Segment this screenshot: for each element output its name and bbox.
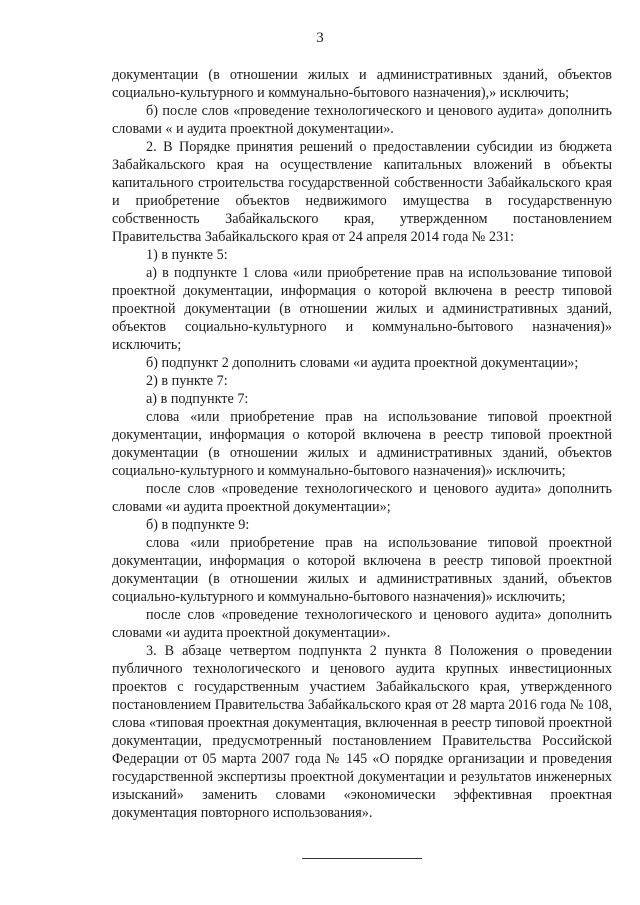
paragraph: 1) в пункте 5: bbox=[146, 247, 228, 263]
paragraph: после слов «проведение технологического и ценового аудита» дополнить словами «и аудита проектной документации». bbox=[112, 607, 612, 641]
paragraph: 3. В абзаце четвертом подпункта 2 пункта 8 Положения о проведении публичного технологического и ценового аудита крупных инвестиционных проектов с государственным участием Забайкальского края, утвержденного постановлением Правительства Забайкальского края от 28 марта 2016 года № 108, слова «типовая проектная документация, включенная в реестр типовой проектной документации, предусмотренный постановлением Правительства Российской Федерации от 05 марта 2007 года № 145 «О порядке организации и проведения государственной экспертизы проектной документации и результатов инженерных изысканий» заменить словами «экономически эффективная проектная документация повторного использования». bbox=[112, 643, 612, 821]
paragraph: слова «или приобретение прав на использование типовой проектной документации, информация о которой включена в реестр типовой проектной документации (в отношении жилых и административных зданий, объектов социально-культурного и коммунально-бытового назначения)» исключить; bbox=[112, 535, 612, 605]
page-number: 3 bbox=[316, 30, 324, 46]
paragraph: после слов «проведение технологического и ценового аудита» дополнить словами «и аудита проектной документации»; bbox=[112, 481, 612, 515]
paragraph: б) подпункт 2 дополнить словами «и аудита проектной документации»; bbox=[146, 355, 579, 371]
paragraph: б) после слов «проведение технологического и ценового аудита» дополнить словами « и аудита проектной документации». bbox=[112, 103, 612, 137]
paragraph: слова «или приобретение прав на использование типовой проектной документации, информация о которой включена в реестр типовой проектной документации (в отношении жилых и административных зданий, объектов социально-культурного и коммунально-бытового назначения)» исключить; bbox=[112, 409, 612, 479]
footer-divider bbox=[302, 858, 422, 859]
paragraph: а) в подпункте 1 слова «или приобретение прав на использование типовой проектной документации, информация о которой включена в реестр типовой проектной документации (в отношении жилых и административных зданий, объектов социально-культурного и коммунально-бытового назначения)» исключить; bbox=[112, 265, 612, 353]
document-body bbox=[112, 66, 612, 822]
paragraph: а) в подпункте 7: bbox=[146, 391, 249, 407]
paragraph: документации (в отношении жилых и административных зданий, объектов социально-культурного и коммунально-бытового назначения),» исключить; bbox=[112, 67, 612, 101]
paragraph: 2. В Порядке принятия решений о предоставлении субсидии из бюджета Забайкальского края на осуществление капитальных вложений в объекты капитального строительства государственной собственности Забайкальского края и приобретение объектов недвижимого имущества в государственную собственность Забайкальского края, утвержденном постановлением Правительства Забайкальского края от 24 апреля 2014 года № 231: bbox=[112, 139, 612, 245]
paragraph: б) в подпункте 9: bbox=[146, 517, 250, 533]
paragraph: 2) в пункте 7: bbox=[146, 373, 228, 389]
